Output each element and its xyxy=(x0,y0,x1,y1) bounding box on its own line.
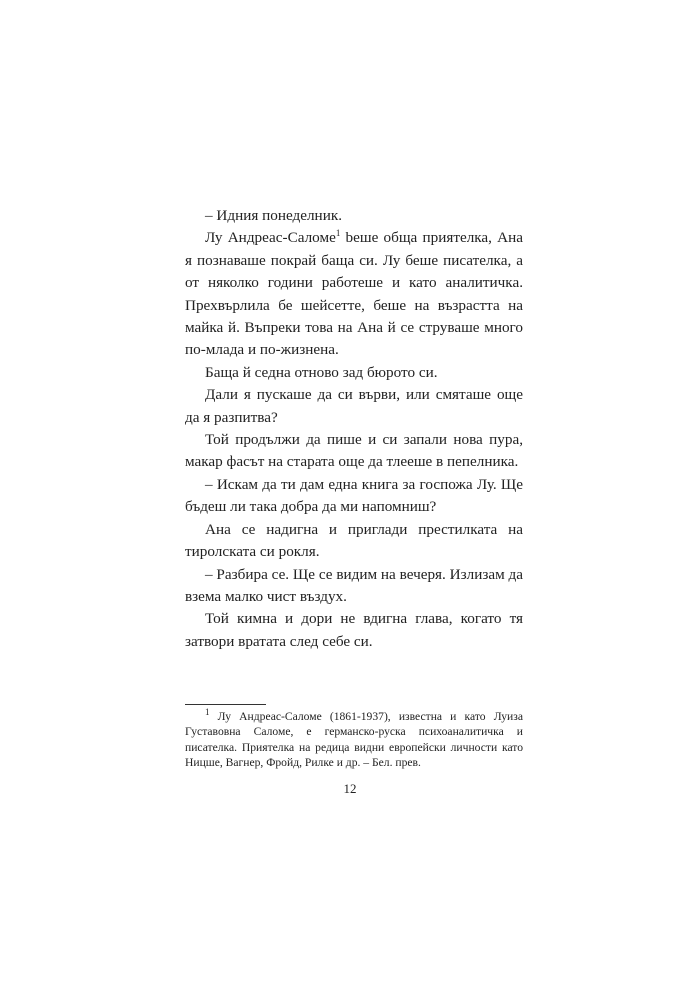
paragraph: Баща й седна отново зад бюрото си. xyxy=(205,363,438,381)
footnote xyxy=(185,709,523,771)
paragraph: Ана се надигна и приглади престилката на тиролската си рокля. xyxy=(185,520,523,561)
page-number: 12 xyxy=(343,781,357,796)
paragraph: – Искам да ти дам една книга за госпожа Лу. Ще бъдеш ли така добра да ми напомниш? xyxy=(185,475,523,516)
footnote-rule xyxy=(185,704,266,705)
paragraph-with-footnote xyxy=(185,227,523,361)
footnote-marker: 1 xyxy=(205,707,210,718)
body-text xyxy=(185,205,523,653)
paragraph: – Идния понеделник. xyxy=(205,207,342,224)
name-reference: Лу Андреас-Саломе xyxy=(205,229,336,247)
paragraph: Той кимна и дори не вдигна глава, когато тя затвори вратата след себе си. xyxy=(185,610,523,650)
paragraph: Дали я пускаше да си върви, или смяташе още да я разпитва? xyxy=(185,386,523,426)
paragraph: Той продължи да пише и си запали нова пура, макар фасът на старата още да тлееше в пепелника. xyxy=(185,431,523,471)
paragraph: – Разбира се. Ще се видим на вечеря. Излизам да взема малко чист въздух. xyxy=(185,565,523,605)
footnote-text: Лу Андреас-Саломе (1861-1937), известна и като Луиза Густавовна Саломе, е германско-руска психоаналитичка и писателка. Приятелка на редица видни европейски личности като Ницше, Вагнер, Фройд, Рилке и др. – Бел. прев. xyxy=(185,710,523,770)
paragraph-text: beше обща приятелка, Ана я познаваше покрай баща си. Лу беше писателка, а от няколко години работеше и като аналитичка. Прехвърлила бе шейсетте, беше на възрастта на майка й. Въпреки това на Ана й се струваше много по-млада и по-жизнена. xyxy=(185,229,523,359)
footnote-marker: 1 xyxy=(335,228,341,239)
